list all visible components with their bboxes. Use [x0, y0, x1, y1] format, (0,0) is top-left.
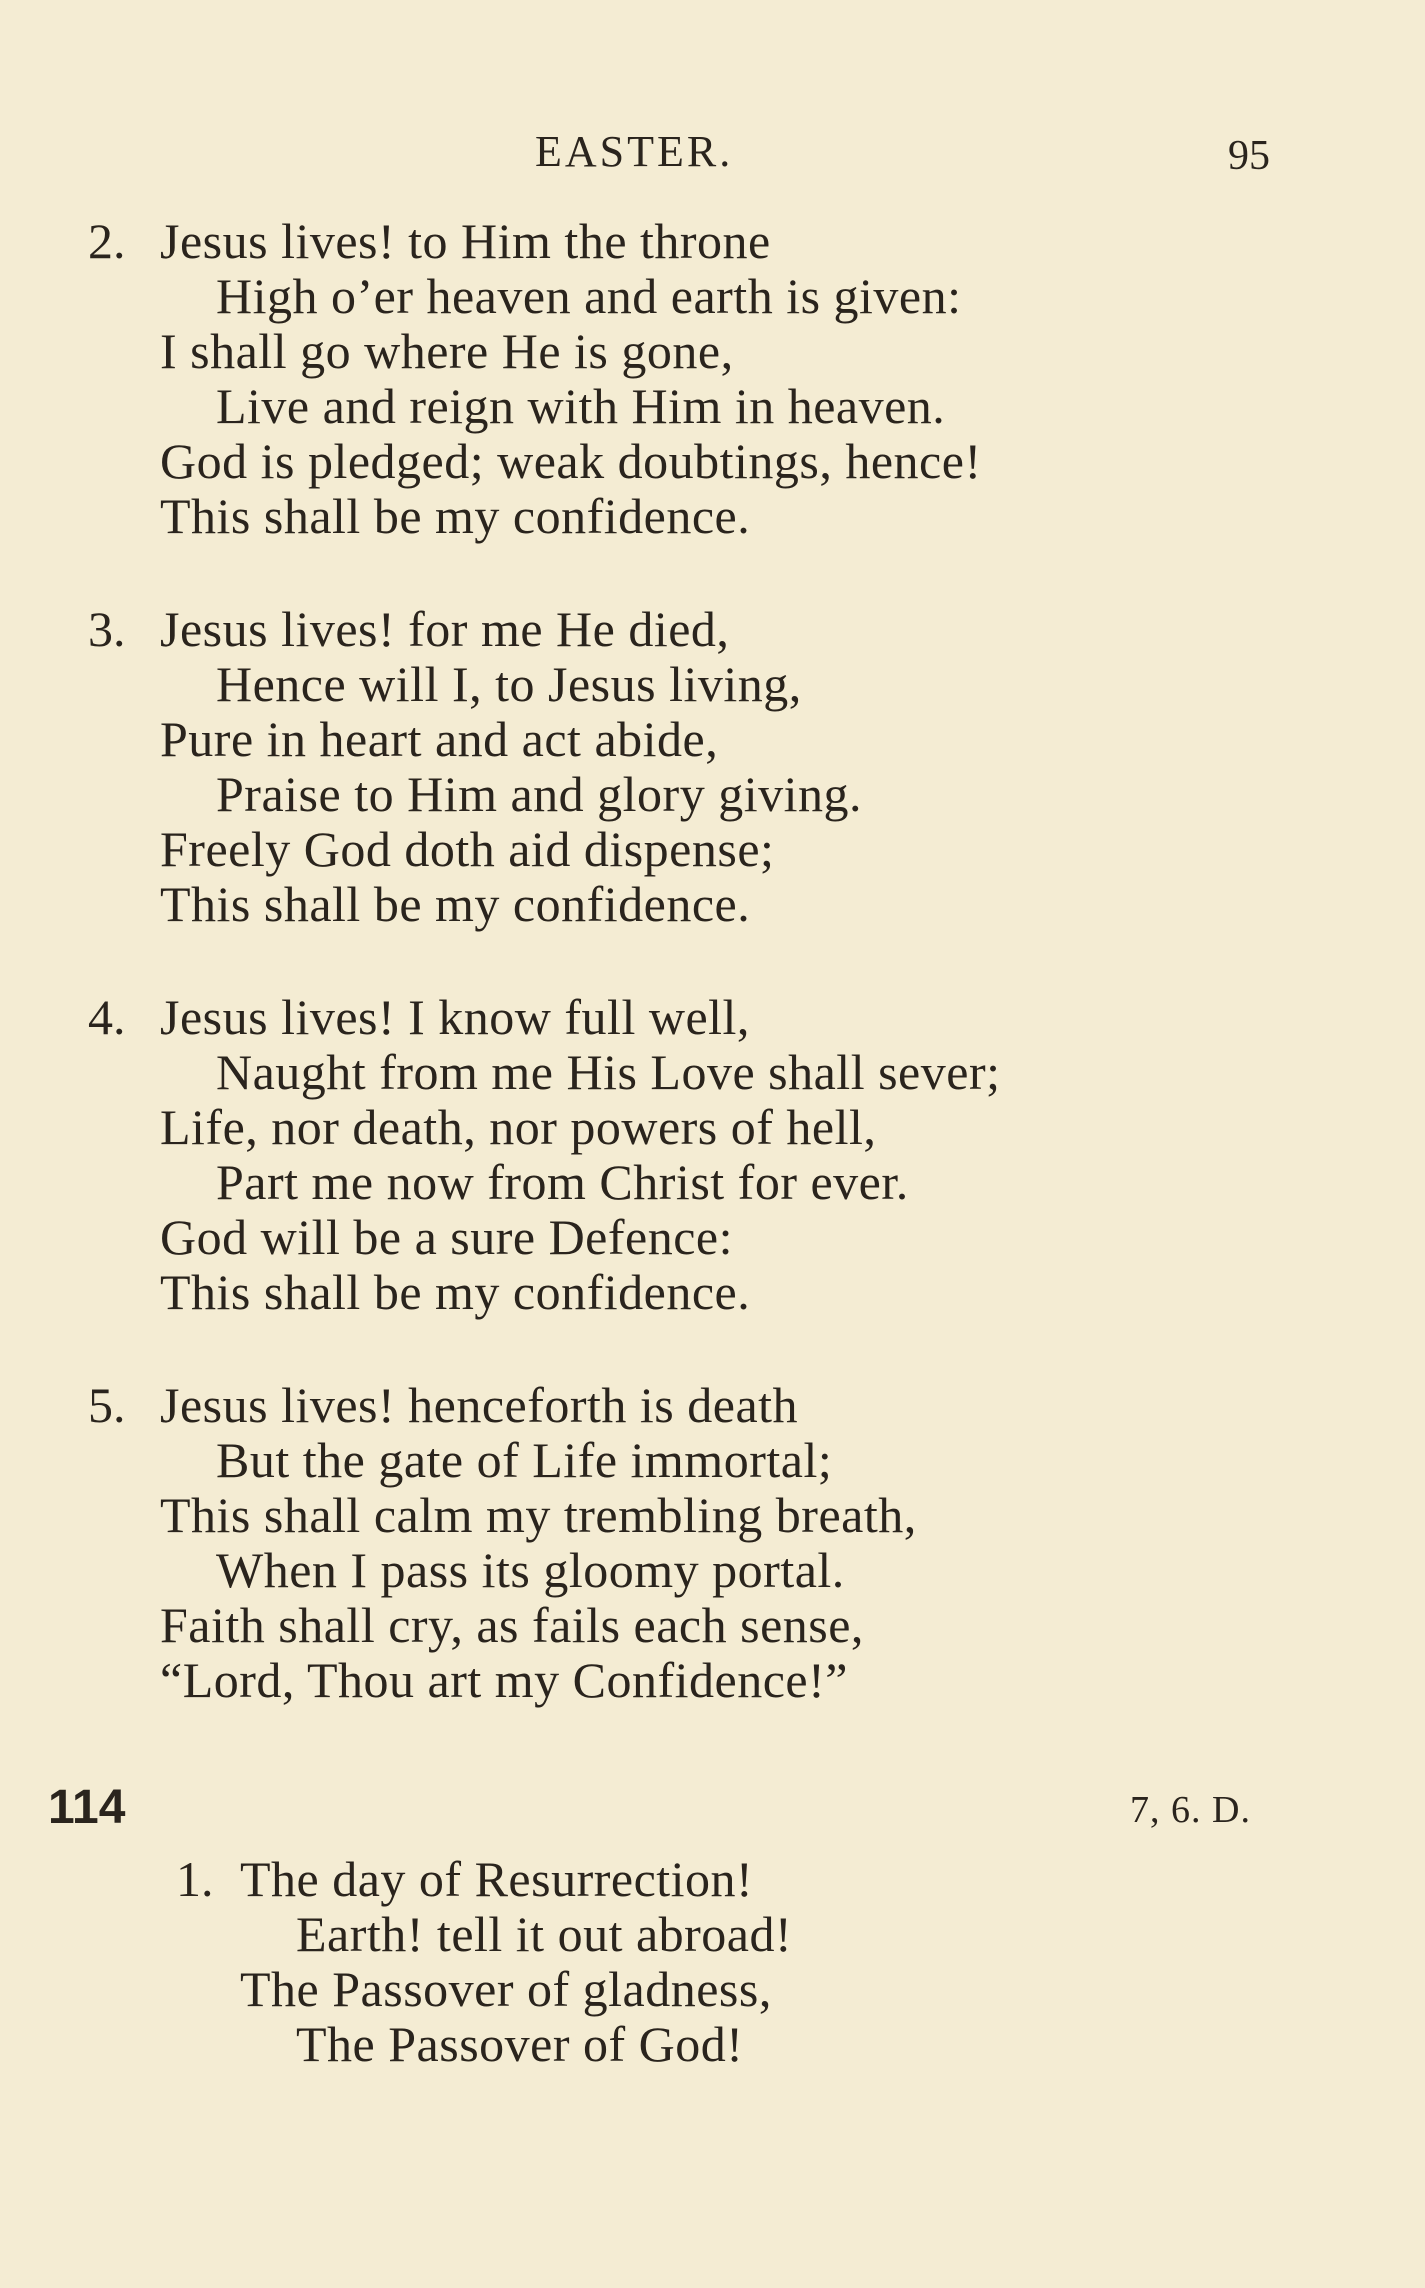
hymn-114-stanza-1 [0, 1852, 1425, 2082]
page-number: 95 [1228, 133, 1270, 179]
verse-line: I shall go where He is gone, [160, 323, 734, 379]
running-head [0, 122, 1425, 182]
verse-line: God will be a sure Defence: [160, 1209, 733, 1265]
meter-label: 7, 6. D. [1130, 1789, 1251, 1831]
verse-line: This shall be my confidence. [160, 488, 751, 544]
verse-line: Jesus lives! for me He died, [160, 601, 730, 657]
verse-line: High o’er heaven and earth is given: [216, 268, 962, 324]
stanza-3 [0, 602, 1425, 942]
section-title: EASTER. [535, 127, 734, 176]
verse-line: Earth! tell it out abroad! [296, 1906, 793, 1962]
hymn-number: 114 [48, 1781, 126, 1834]
verse-line: Jesus lives! henceforth is death [160, 1377, 799, 1433]
verse-line: Hence will I, to Jesus living, [216, 656, 802, 712]
verse-line: This shall be my confidence. [160, 876, 751, 932]
stanza-number: 2. [88, 213, 126, 269]
verse-line: God is pledged; weak doubtings, hence! [160, 433, 982, 489]
verse-line: This shall be my confidence. [160, 1264, 751, 1320]
stanza-number: 4. [88, 989, 126, 1045]
verse-line: Live and reign with Him in heaven. [216, 378, 946, 434]
verse-line: Praise to Him and glory giving. [216, 766, 862, 822]
stanza-number: 1. [176, 1851, 214, 1907]
hymn-header [0, 1778, 1425, 1838]
verse-line: Jesus lives! I know full well, [160, 989, 750, 1045]
verse-line: Jesus lives! to Him the throne [160, 213, 771, 269]
stanza-number: 5. [88, 1377, 126, 1433]
verse-line: Pure in heart and act abide, [160, 711, 719, 767]
verse-line: The Passover of God! [296, 2016, 744, 2072]
stanza-4 [0, 990, 1425, 1330]
verse-line: Freely God doth aid dispense; [160, 821, 775, 877]
verse-line: The Passover of gladness, [240, 1961, 772, 2017]
verse-line: When I pass its gloomy portal. [216, 1542, 845, 1598]
verse-line: Part me now from Christ for ever. [216, 1154, 909, 1210]
stanza-5 [0, 1378, 1425, 1718]
verse-line: “Lord, Thou art my Confidence!” [160, 1652, 848, 1708]
verse-line: The day of Resurrection! [240, 1851, 754, 1907]
verse-line: This shall calm my trembling breath, [160, 1487, 917, 1543]
stanza-number: 3. [88, 601, 126, 657]
verse-line: But the gate of Life immortal; [216, 1432, 833, 1488]
verse-line: Faith shall cry, as fails each sense, [160, 1597, 864, 1653]
stanza-2 [0, 214, 1425, 554]
verse-line: Naught from me His Love shall sever; [216, 1044, 1001, 1100]
verse-line: Life, nor death, nor powers of hell, [160, 1099, 877, 1155]
